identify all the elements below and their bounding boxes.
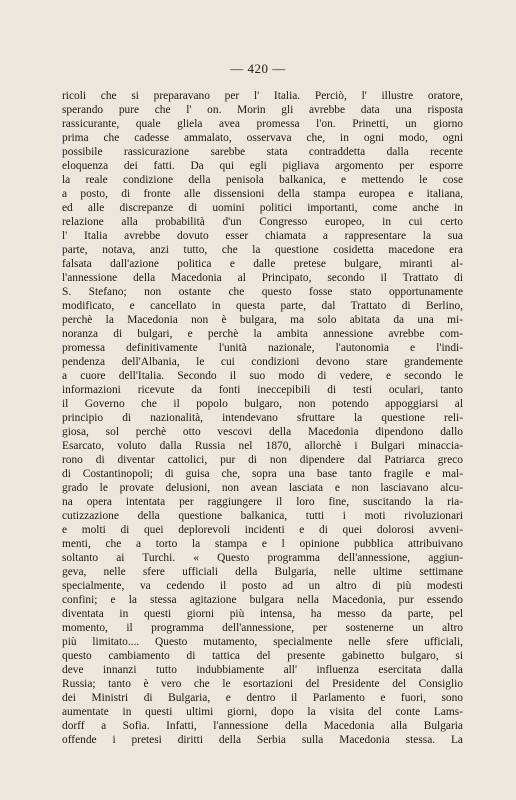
text-line: questo cambiamento di tattica del presente gabinetto bulgaro, si [62,650,463,662]
text-line: eloquenza dei fatti. Da qui egli pigliava argomento per esporre [62,160,463,172]
text-line: grado le provate delusioni, non avean lasciata e non lasciavano alcu- [62,482,463,494]
text-line: offende i pretesi diritti della Serbia sulla Macedonia stessa. La [62,734,463,746]
text-line: rono di diventar cattolici, pur di non dipendere dal Patriarca greco [62,454,463,466]
text-line: e molti di quei deplorevoli incidenti e di quei dolorosi avveni- [62,524,463,536]
text-line: informazioni ricevute da fonti ineccepibili di testi oculari, tanto [62,384,463,396]
text-line: l' Italia avrebbe dovuto esser chiamata a rappresentare la sua [62,230,463,242]
text-line: perchè la Macedonia non è bulgara, ma solo abitata da una mi- [62,314,463,326]
text-line: aumentate in questi ultimi giorni, dopo la visita del conte Lams- [62,706,463,718]
text-line: il Governo che il popolo bulgaro, non potendo appoggiarsi al [62,398,463,410]
text-line: Esarcato, voluto dalla Russia nel 1870, allorchè i Bulgari minaccia- [62,440,463,452]
text-line: di Costantinopoli; di guisa che, sopra una base tanto fragile e mal- [62,468,463,480]
text-line: momento, il programma dell'annessione, per sostenerne un altro [62,622,463,634]
text-line: modificato, e cancellato in questa parte, dal Trattato di Berlino, [62,300,463,312]
text-line: più limitato.... Questo mutamento, specialmente nelle sfere ufficiali, [62,636,463,648]
text-line: falsata dall'azione politica e dalle pretese bulgare, miranti al- [62,258,463,270]
text-line: giosa, sol perchè otto vescovi della Macedonia dipendono dallo [62,426,463,438]
text-line: deve innanzi tutto indubbiamente all' influenza esercitata dalla [62,664,463,676]
text-line: Russia; tanto è vero che le esortazioni del Presidente del Consiglio [62,678,463,690]
text-line: la reale condizione della penisola balkanica, e mettendo le cose [62,174,463,186]
text-line: diventata in questi giorni più intensa, ha messo da parte, pel [62,608,463,620]
text-line: parte, notava, anzi tutto, che la questione cosidetta macedone era [62,244,463,256]
text-line: l'annessione della Macedonia al Principato, secondo il Trattato di [62,272,463,284]
text-line: specialmente, va cedendo il posto ad un altro di più modesti [62,580,463,592]
text-line: a cuore dell'Italia. Secondo il suo modo di vedere, e secondo le [62,370,463,382]
text-line: dei Ministri di Bulgaria, e dentro il Parlamento e fuori, sono [62,692,463,704]
text-line: a posto, di fronte alle dissensioni della stampa europea e italiana, [62,188,463,200]
text-line: na opera intentata per raggiungere il loro fine, suscitando la ria- [62,496,463,508]
page-number: — 420 — [230,61,286,76]
text-line: possibile rassicurazione sarebbe stata contraddetta dalla recente [62,146,463,158]
text-line: soltanto ai Turchi. « Questo programma dell'annessione, aggiun- [62,552,463,564]
text-line: dorff a Sofia. Infatti, l'annessione della Macedonia alla Bulgaria [62,720,463,732]
text-line: pendenza dell'Albania, le cui condizioni devono stare grandemente [62,356,463,368]
body-text [62,89,463,747]
text-line: sperando pure che l' on. Morin gli avrebbe data una risposta [62,104,463,116]
text-line: rassicurante, quale gliela avea promessa l'on. Prinetti, un giorno [62,118,463,130]
text-line: cutizzazione della questione balkanica, tutti i moti rivoluzionari [62,510,463,522]
text-line: ed alle discrepanze di uomini politici importanti, come anche in [62,202,463,214]
text-line: confini; e la stessa agitazione bulgara nella Macedonia, pur essendo [62,594,463,606]
text-line: principio di nazionalità, intendevano sfruttare la questione reli- [62,412,463,424]
text-line: noranza di bulgari, e perchè la ambita annessione avrebbe com- [62,328,463,340]
text-line: S. Stefano; non ostante che questo fosse stato opportunamente [62,286,463,298]
text-line: menti, che a torto la stampa e l opinione pubblica attribuivano [62,538,463,550]
text-line: prima che cadesse ammalato, osservava che, in ogni modo, ogni [62,132,463,144]
text-line: ricoli che si preparavano per l' Italia. Perciò, l' illustre oratore, [62,90,463,102]
text-line: promessa definitivamente l'unità nazionale, l'autonomia e l'indi- [62,342,463,354]
text-line: geva, nelle sfere ufficiali della Bulgaria, nelle ultime settimane [62,566,463,578]
text-line: relazione alla probabilità d'un Congresso europeo, in cui certo [62,216,463,228]
